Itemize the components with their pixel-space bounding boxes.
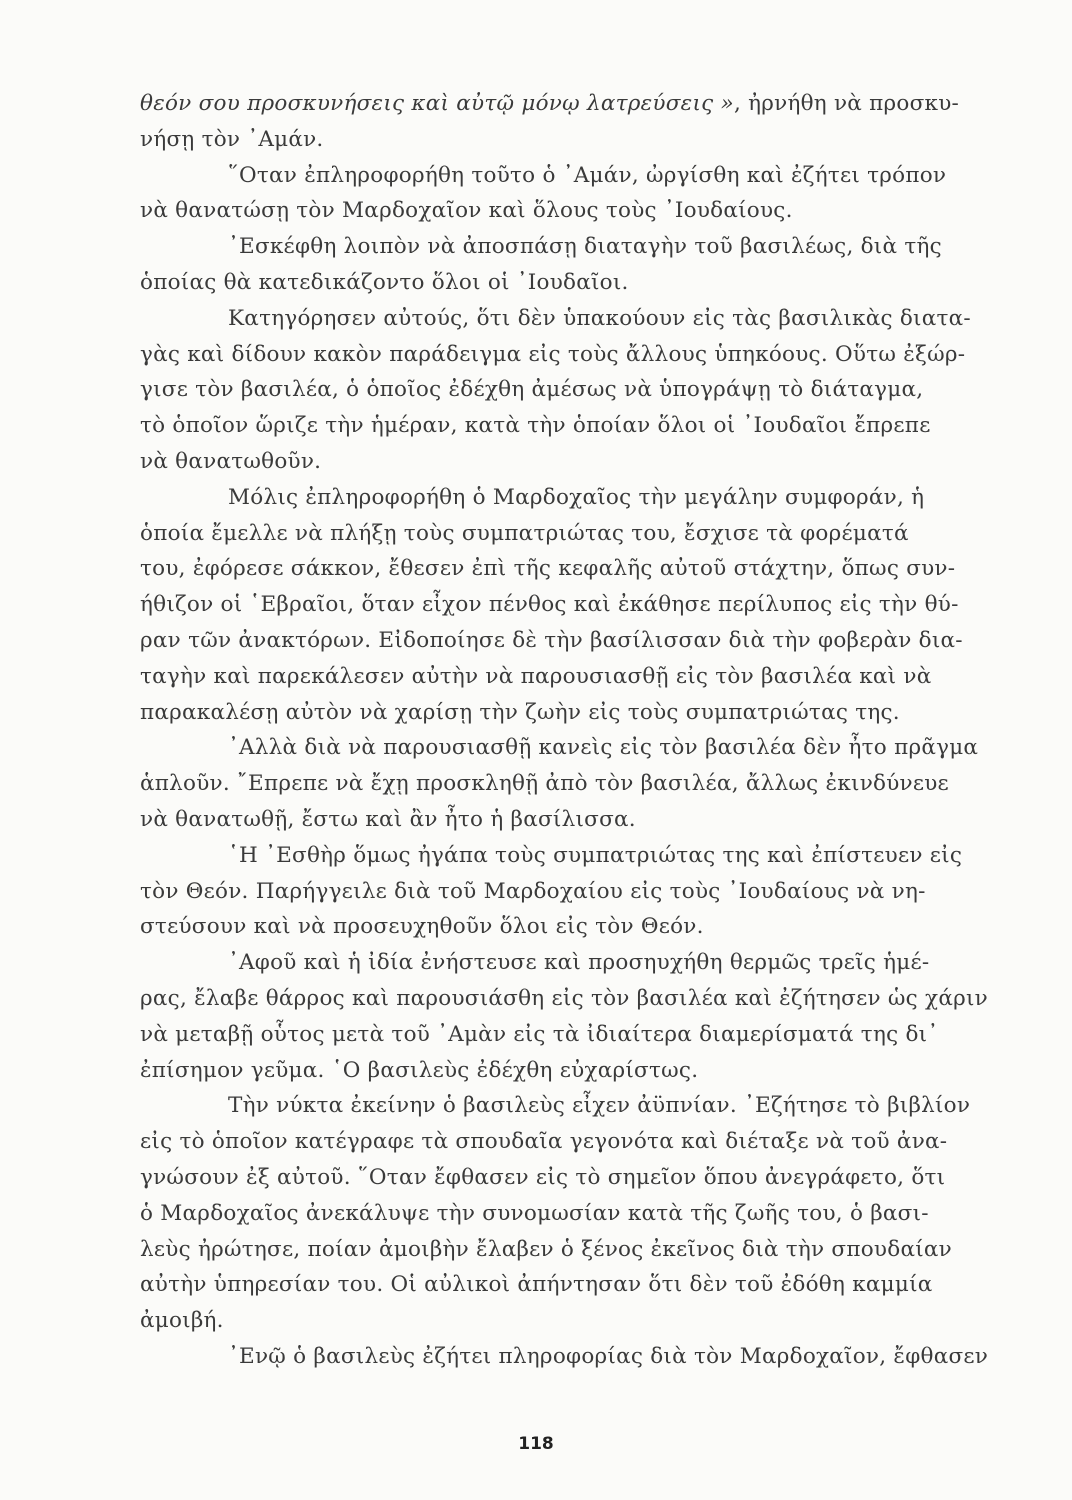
text-line: ἐπίσημον γεῦμα. ῾Ο βασιλεὺς ἐδέχθη εὐχαρίστως. [140,1057,699,1083]
page-number: 118 [518,1434,554,1454]
page-text [140,86,992,1375]
paragraph-start: ῞Οταν ἐπληροφορήθη τοῦτο ὁ ᾿Αμάν, ὠργίσθη καὶ ἐζήτει τρόπον [228,162,947,188]
paragraph-start: ᾿Εσκέφθη λοιπὸν νὰ ἀποσπάσῃ διαταγὴν τοῦ βασιλέως, διὰ τῆς [228,234,942,260]
text-line: ὁποία ἔμελλε νὰ πλήξῃ τοὺς συμπατριώτας του, ἔσχισε τὰ φορέματά [140,520,909,546]
text-line: γὰς καὶ δίδουν κακὸν παράδειγμα εἰς τοὺς ἄλλους ὑπηκόους. Οὕτω ἐξώρ- [140,341,966,367]
text-line: νὰ θανατωθῇ, ἔστω καὶ ἂν ἦτο ἡ βασίλισσα. [140,806,636,832]
text-line: νήσῃ τὸν ᾿Αμάν. [140,126,324,152]
paragraph-start: ᾿Αφοῦ καὶ ἡ ἰδία ἐνήστευσε καὶ προσηυχήθη θερμῶς τρεῖς ἡμέ- [228,950,930,976]
paragraph-start: ῾Η ᾿Εσθὴρ ὅμως ἠγάπα τοὺς συμπατριώτας της καὶ ἐπίστευεν εἰς [228,842,963,868]
text-line: του, ἐφόρεσε σάκκον, ἔθεσεν ἐπὶ τῆς κεφαλῆς αὐτοῦ στάχτην, ὅπως συν- [140,556,956,582]
text-line: νὰ θανατωθοῦν. [140,448,322,474]
paragraph-start: Τὴν νύκτα ἐκείνην ὁ βασιλεὺς εἶχεν ἀϋπνίαν. ᾿Εζήτησε τὸ βιβλίον [228,1093,971,1119]
text-line: ἁπλοῦν. ῎Επρεπε νὰ ἔχῃ προσκληθῇ ἀπὸ τὸν βασιλέα, ἄλλως ἐκινδύνευε [140,771,949,797]
text-line: τὸν Θεόν. Παρήγγειλε διὰ τοῦ Μαρδοχαίου εἰς τοὺς ᾿Ιουδαίους νὰ νη- [140,878,926,904]
text-line: ήθιζον οἱ ῾Εβραῖοι, ὅταν εἶχον πένθος καὶ ἐκάθησε περίλυπος εἰς τὴν θύ- [140,592,959,618]
text-line: γισε τὸν βασιλέα, ὁ ὁποῖος ἐδέχθη ἀμέσως νὰ ὑπογράψῃ τὸ διάταγμα, [140,377,924,403]
paragraph-start: Κατηγόρησεν αὐτούς, ὅτι δὲν ὑπακούουν εἰς τὰς βασιλικὰς διατα- [228,305,971,331]
text-line: λεὺς ἠρώτησε, ποίαν ἀμοιβὴν ἔλαβεν ὁ ξένος ἐκεῖνος διὰ τὴν σπουδαίαν [140,1236,952,1262]
text-line: εἰς τὸ ὁποῖον κατέγραφε τὰ σπουδαῖα γεγονότα καὶ διέταξε νὰ τοῦ ἀνα- [140,1129,948,1155]
text-line [140,86,992,122]
text-line: ὁποίας θὰ κατεδικάζοντο ὅλοι οἱ ᾿Ιουδαῖοι. [140,269,629,295]
text-line: νὰ μεταβῇ οὗτος μετὰ τοῦ ᾿Αμὰν εἰς τὰ ἰδιαίτερα διαμερίσματά της δι᾿ [140,1021,939,1047]
paragraph-start: ᾿Αλλὰ διὰ νὰ παρουσιασθῇ κανεὶς εἰς τὸν βασιλέα δὲν ἦτο πρᾶγμα [228,735,979,761]
text-line: ραν τῶν ἀνακτόρων. Εἰδοποίησε δὲ τὴν βασίλισσαν διὰ τὴν φοβερὰν δια- [140,627,963,653]
text-line: αὐτὴν ὑπηρεσίαν του. Οἱ αὐλικοὶ ἀπήντησαν ὅτι δὲν τοῦ ἐδόθη καμμία [140,1272,933,1298]
text-line: τὸ ὁποῖον ὥριζε τὴν ἡμέραν, κατὰ τὴν ὁποίαν ὅλοι οἱ ᾿Ιουδαῖοι ἔπρεπε [140,413,931,439]
text-line: στεύσουν καὶ νὰ προσευχηθοῦν ὅλοι εἰς τὸν Θεόν. [140,914,704,940]
text-line: ἀμοιβή. [140,1308,224,1334]
quote-italic: θεόν σου προσκυνήσεις καὶ αὐτῷ μόνῳ λατρεύσεις » [140,91,734,116]
text-line: γνώσουν ἐξ αὐτοῦ. ῞Οταν ἔφθασεν εἰς τὸ σημεῖον ὅπου ἀνεγράφετο, ὅτι [140,1164,946,1190]
paragraph-start: Μόλις ἐπληροφορήθη ὁ Μαρδοχαῖος τὴν μεγάλην συμφοράν, ἡ [228,484,925,510]
text-line: παρακαλέσῃ αὐτὸν νὰ χαρίσῃ τὴν ζωὴν εἰς τοὺς συμπατριώτας της. [140,699,900,725]
text-line: νὰ θανατώσῃ τὸν Μαρδοχαῖον καὶ ὅλους τοὺς ᾿Ιουδαίους. [140,198,793,224]
quote-tail: , ἠρνήθη νὰ προσκυ- [733,91,960,116]
text-line: ὁ Μαρδοχαῖος ἀνεκάλυψε τὴν συνομωσίαν κατὰ τῆς ζωῆς του, ὁ βασι- [140,1200,929,1226]
text-line: ρας, ἔλαβε θάρρος καὶ παρουσιάσθη εἰς τὸν βασιλέα καὶ ἐζήτησεν ὡς χάριν [140,985,988,1011]
text-line: ταγὴν καὶ παρεκάλεσεν αὐτὴν νὰ παρουσιασθῇ εἰς τὸν βασιλέα καὶ νὰ [140,663,932,689]
paragraph-start: ᾿Ενῷ ὁ βασιλεὺς ἐζήτει πληροφορίας διὰ τὸν Μαρδοχαῖον, ἔφθασεν [228,1343,989,1369]
